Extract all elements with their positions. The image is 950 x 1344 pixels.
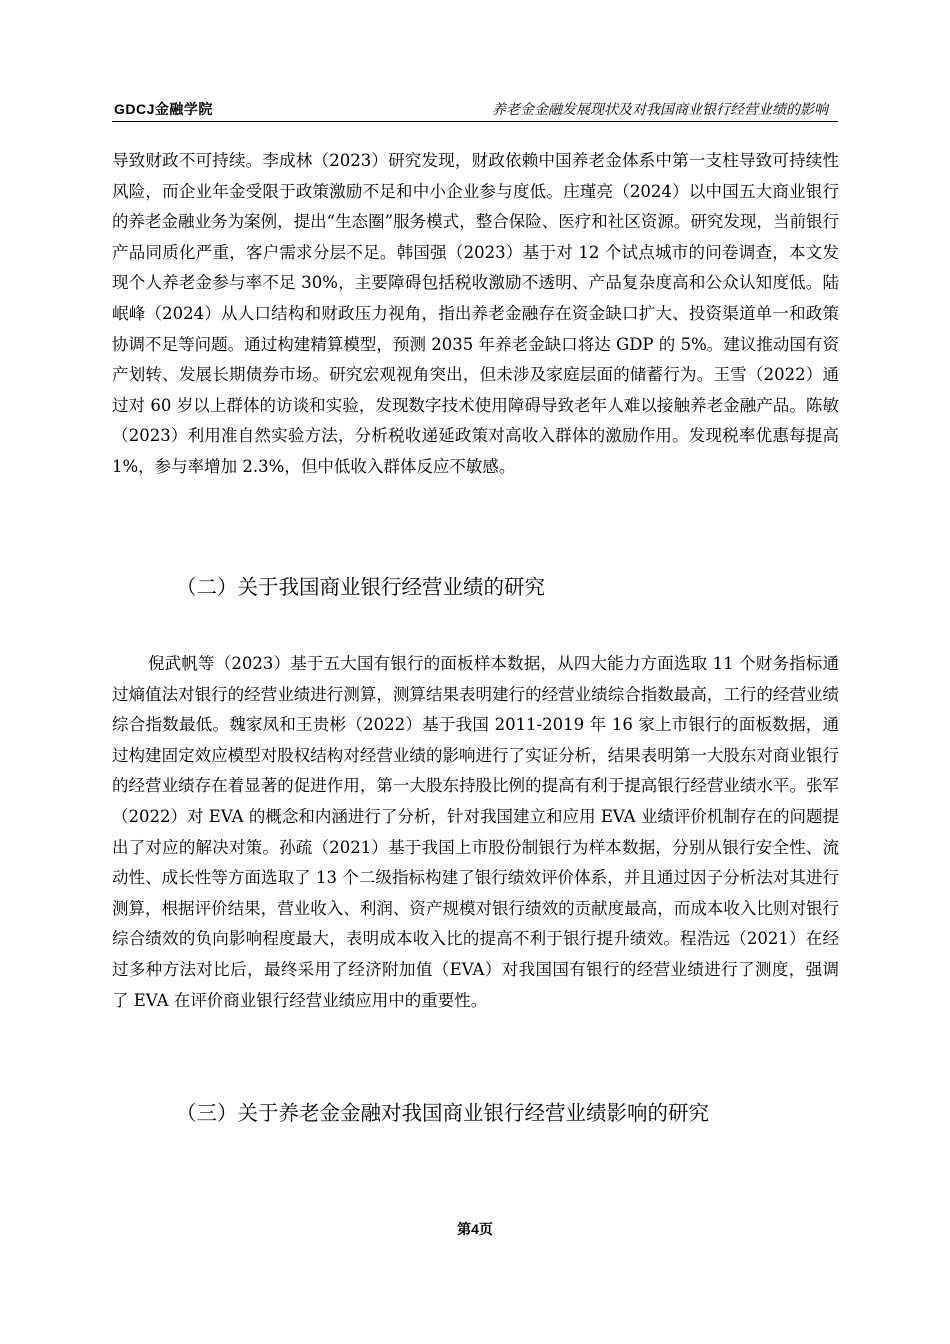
body-paragraph-2: 倪武帆等（2023）基于五大国有银行的面板样本数据，从四大能力方面选取 11 个财务指标通过熵值法对银行的经营业绩进行测算，测算结果表明建行的经营业绩综合指数最高，工行的经营业绩综合指数最低。魏家凤和王贵彬（2022）基于我国 2011-2019 年 16 家上市银行的面板数据，通过构建固定效应模型对股权结构对经营业绩的影响进行了实证分析，结果表明第一大股东对商业银行的经营业绩存在着显著的促进作用，第一大股东持股比例的提高有利于提高银行经营业绩水平。张军（2022）对 EVA 的概念和内涵进行了分析，针对我国建立和应用 EVA 业绩评价机制存在的问题提出了对应的解决对策。孙疏（2021）基于我国上市股份制银行为样本数据，分别从银行安全性、流动性、成长性等方面选取了 13 个二级指标构建了银行绩效评价体系，并且通过因子分析法对其进行测算，根据评价结果，营业收入、利润、资产规模对银行绩效的贡献度最高，而成本收入比则对银行综合绩效的负向影响程度最大，表明成本收入比的提高不利于银行提升绩效。程浩远（2021）在经过多种方法对比后，最终采用了经济附加值（EVA）对我国国有银行的经营业绩进行了测度，强调了 EVA 在评价商业银行经营业绩应用中的重要性。 — [112, 654, 839, 1010]
header-paper-title: 养老金金融发展现状及对我国商业银行经营业绩的影响 — [492, 102, 828, 118]
running-header — [112, 97, 838, 122]
header-institution: GDCJ金融学院 — [114, 101, 213, 117]
page-number: 第4页 — [457, 1221, 493, 1237]
section-heading-2: （二）关于我国商业银行经营业绩的研究 — [176, 575, 545, 599]
section-heading-3: （三）关于养老金金融对我国商业银行经营业绩影响的研究 — [176, 1101, 709, 1125]
body-paragraph-1: 导致财政不可持续。李成林（2023）研究发现，财政依赖中国养老金体系中第一支柱导致可持续性风险，而企业年金受限于政策激励不足和中小企业参与度低。庄瑾亮（2024）以中国五大商业银行的养老金融业务为案例，提出“生态圈”服务模式，整合保险、医疗和社区资源。研究发现，当前银行产品同质化严重，客户需求分层不足。韩国强（2023）基于对 12 个试点城市的问卷调查，本文发现个人养老金参与率不足 30%，主要障碍包括税收激励不透明、产品复杂度高和公众认知度低。陆岷峰（2024）从人口结构和财政压力视角，指出养老金融存在资金缺口扩大、投资渠道单一和政策协调不足等问题。通过构建精算模型，预测 2035 年养老金缺口将达 GDP 的 5%。建议推动国有资产划转、发展长期债券市场。研究宏观视角突出，但未涉及家庭层面的储蓄行为。王雪（2022）通过对 60 岁以上群体的访谈和实验，发现数字技术使用障碍导致老年人难以接触养老金融产品。陈敏（2023）利用准自然实验方法，分析税收递延政策对高收入群体的激励作用。发现税率优惠每提高 1%，参与率增加 2.3%，但中低收入群体反应不敏感。 — [112, 151, 839, 476]
